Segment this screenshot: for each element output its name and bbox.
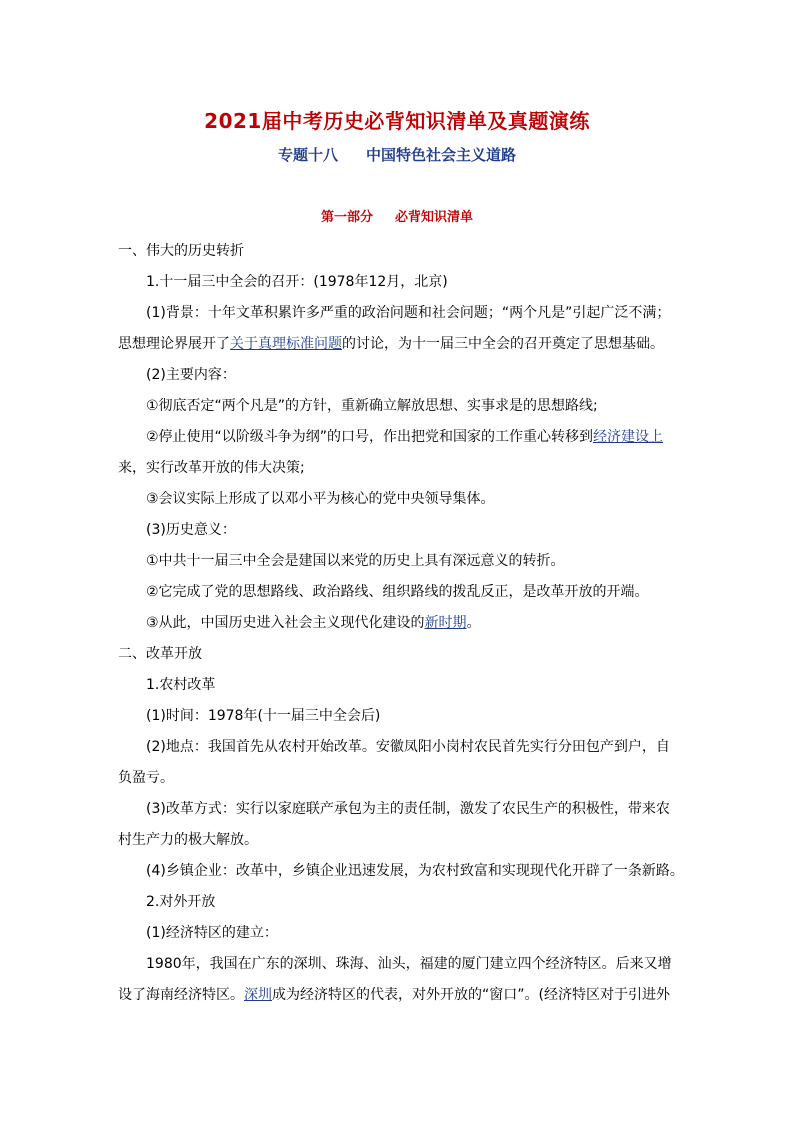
item-rural-reform: 1.农村改革 bbox=[146, 677, 216, 693]
section-heading-2: 二、改革开放 bbox=[118, 646, 202, 662]
main-content-3: ③会议实际上形成了以邓小平为核心的党中央领导集体。 bbox=[146, 491, 495, 507]
part-name: 必背知识清单 bbox=[395, 210, 474, 225]
new-era-link[interactable]: 新时期 bbox=[424, 615, 467, 631]
economic-construction-link[interactable]: 经济建设上 bbox=[593, 429, 664, 445]
part-label: 第一部分 bbox=[320, 210, 373, 225]
township-enterprises: (4)乡镇企业：改革中，乡镇企业迅速发展，为农村致富和实现现代化开辟了一条新路。 bbox=[146, 863, 684, 879]
sez-line-1: 1980年，我国在广东的深圳、珠海、汕头，福建的厦门建立四个经济特区。后来又增 bbox=[146, 956, 672, 972]
document-body bbox=[118, 236, 684, 1011]
main-content-2 bbox=[118, 422, 678, 453]
rural-way-2: 村生产力的极大解放。 bbox=[118, 832, 258, 848]
sez-line-2-text: 设了海南经济特区。 bbox=[118, 987, 244, 1003]
background-line-2 bbox=[118, 329, 678, 360]
truth-standard-link[interactable]: 关于真理标准问题 bbox=[230, 336, 342, 352]
background-text: 思想理论界展开了 bbox=[118, 336, 230, 352]
rural-way-1: (3)改革方式：实行以家庭联产承包为主的责任制，激发了农民生产的积极性，带来农 bbox=[146, 801, 670, 817]
significance-1: ①中共十一届三中全会是建国以来党的历史上具有深远意义的转折。 bbox=[146, 553, 565, 569]
document-title: 2021届中考历史必背知识清单及真题演练 bbox=[204, 109, 590, 133]
background-line-1: (1)背景：十年文革积累许多严重的政治问题和社会问题；“两个凡是”引起广泛不满； bbox=[146, 305, 671, 321]
main-content-1: ①彻底否定“两个凡是”的方针，重新确立解放思想、实事求是的思想路线; bbox=[146, 398, 598, 414]
main-content-2-text: ②停止使用“以阶级斗争为纲”的口号，作出把党和国家的工作重心转移到 bbox=[146, 429, 594, 445]
significance-heading: (3)历史意义： bbox=[146, 522, 236, 538]
sez-line-2 bbox=[118, 980, 678, 1011]
significance-3 bbox=[118, 608, 678, 639]
item-opening-up: 2.对外开放 bbox=[146, 894, 216, 910]
topic-number: 专题十八 bbox=[277, 146, 338, 164]
rural-place-2: 负盈亏。 bbox=[118, 770, 174, 786]
rural-place-1: (2)地点：我国首先从农村开始改革。安徽凤阳小岗村农民首先实行分田包产到户，自 bbox=[146, 739, 670, 755]
rural-time: (1)时间：1978年(十一届三中全会后) bbox=[146, 708, 381, 724]
topic-name: 中国特色社会主义道路 bbox=[366, 146, 517, 164]
sez-heading: (1)经济特区的建立： bbox=[146, 925, 278, 941]
significance-3-end: 。 bbox=[466, 615, 481, 631]
main-content-heading: (2)主要内容： bbox=[146, 367, 236, 383]
significance-3-text: ③从此，中国历史进入社会主义现代化建设的 bbox=[146, 615, 425, 631]
item-third-plenum: 1.十一届三中全会的召开：(1978年12月，北京) bbox=[146, 274, 448, 290]
shenzhen-link[interactable]: 深圳 bbox=[244, 987, 272, 1003]
part-heading bbox=[0, 206, 794, 225]
section-heading-1: 一、伟大的历史转折 bbox=[118, 243, 244, 259]
topic-subtitle bbox=[0, 144, 794, 165]
background-text-end: 的讨论，为十一届三中全会的召开奠定了思想基础。 bbox=[342, 336, 664, 352]
main-content-2-cont: 来，实行改革开放的伟大决策; bbox=[118, 460, 305, 476]
sez-line-2-end: 成为经济特区的代表，对外开放的“窗口”。(经济特区对于引进外 bbox=[272, 987, 670, 1003]
significance-2: ②它完成了党的思想路线、政治路线、组织路线的拨乱反正，是改革开放的开端。 bbox=[146, 584, 649, 600]
